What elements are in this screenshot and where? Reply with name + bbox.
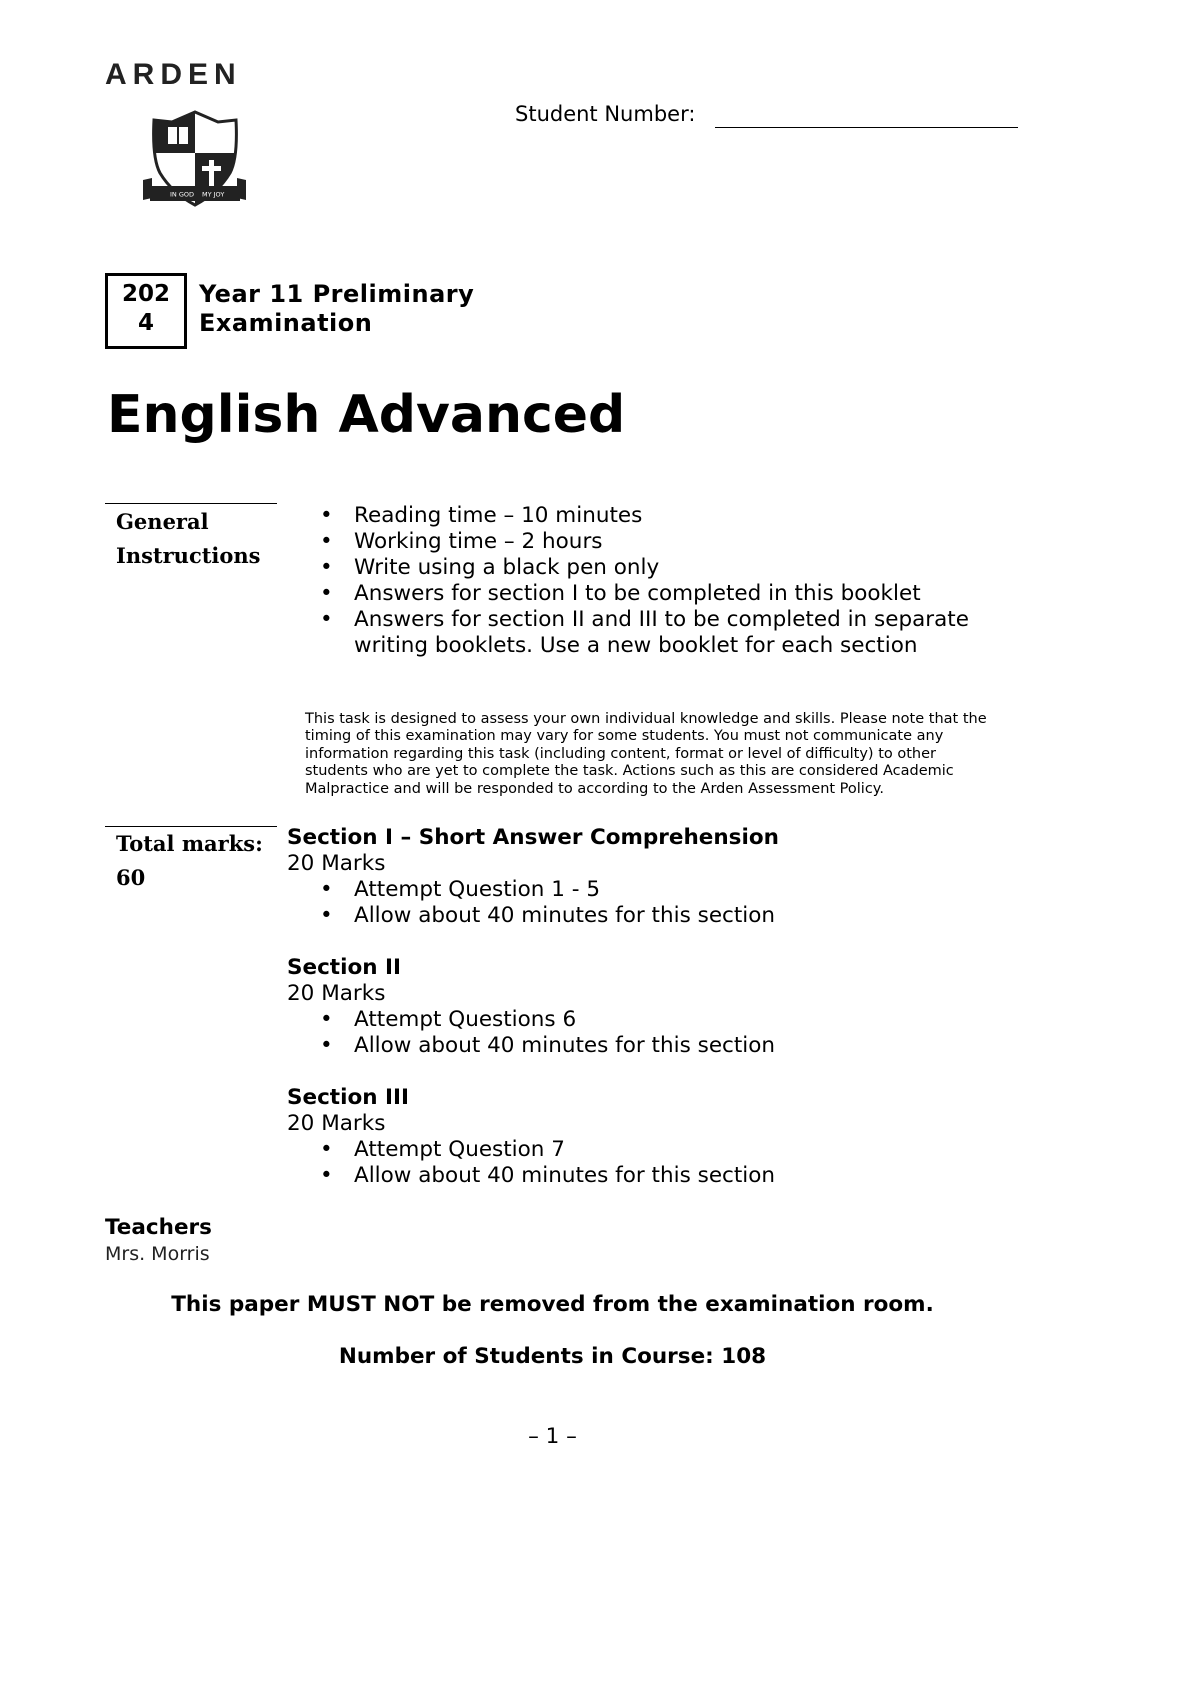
teachers-label: Teachers bbox=[105, 1215, 212, 1240]
exam-type bbox=[199, 280, 474, 338]
list-item: • Attempt Question 1 - 5 bbox=[320, 877, 987, 903]
list-item: • Allow about 40 minutes for this section bbox=[320, 1033, 987, 1059]
list-item: • Attempt Questions 6 bbox=[320, 1007, 987, 1033]
total-marks-value: 60 bbox=[116, 865, 146, 890]
exam-type-line1: Year 11 Preliminary bbox=[199, 280, 475, 308]
teachers-names: Mrs. Morris bbox=[105, 1243, 210, 1265]
section-3 bbox=[287, 1085, 987, 1189]
student-number-label: Student Number: bbox=[515, 102, 696, 126]
list-item: • Allow about 40 minutes for this section bbox=[320, 903, 987, 929]
list-item: • Answers for section I to be completed in this booklet bbox=[320, 581, 980, 607]
exam-year-line2: 4 bbox=[137, 310, 154, 336]
section-title: Section II bbox=[287, 955, 402, 980]
general-instructions-label bbox=[116, 505, 261, 573]
teachers bbox=[105, 1215, 212, 1267]
exam-year-line1: 202 bbox=[121, 281, 170, 307]
list-item: • Allow about 40 minutes for this section bbox=[320, 1163, 987, 1189]
section-marks: 20 Marks bbox=[287, 851, 386, 876]
total-marks-label: Total marks: bbox=[116, 831, 263, 856]
section-title: Section III bbox=[287, 1085, 410, 1110]
list-item: • Working time – 2 hours bbox=[320, 529, 980, 555]
list-item: • Reading time – 10 minutes bbox=[320, 503, 980, 529]
student-number-field[interactable] bbox=[715, 127, 1018, 128]
school-logo-text: ARDEN bbox=[105, 58, 242, 91]
exam-type-line2: Examination bbox=[199, 309, 373, 337]
section-2 bbox=[287, 955, 987, 1059]
page-number: – 1 – bbox=[528, 1424, 577, 1449]
list-item: • Answers for section II and III to be completed in separate writing booklets. Use a new booklet for each section bbox=[320, 607, 980, 659]
list-item: • Write using a black pen only bbox=[320, 555, 980, 581]
removal-warning: This paper MUST NOT be removed from the examination room. bbox=[171, 1292, 934, 1317]
label-line: Instructions bbox=[116, 543, 261, 568]
crest-motto: IN GOD bbox=[170, 190, 195, 199]
malpractice-notice: This task is designed to assess your own individual knowledge and skills. Please note that the timing of this examination may vary for some students. You must not communicate any information regarding this task (including content, format or level of difficulty) to other students who are yet to complete the task. Actions such as this are considered Academic Malpractice and will be responded to according to the Arden Assessment Policy. bbox=[305, 711, 987, 797]
student-count: Number of Students in Course: 108 bbox=[338, 1344, 767, 1369]
section-marks: 20 Marks bbox=[287, 981, 386, 1006]
school-crest-icon bbox=[140, 108, 250, 213]
section-title: Section I – Short Answer Comprehension bbox=[287, 825, 779, 850]
list-item: • Attempt Question 7 bbox=[320, 1137, 987, 1163]
divider bbox=[105, 503, 277, 504]
page-title: English Advanced bbox=[107, 385, 626, 445]
svg-text:MY JOY: MY JOY bbox=[202, 190, 225, 199]
exam-year-box bbox=[105, 273, 187, 349]
label-line: General bbox=[116, 509, 209, 534]
total-marks bbox=[116, 827, 263, 895]
section-1 bbox=[287, 825, 987, 929]
general-instructions-list bbox=[320, 503, 980, 659]
section-marks: 20 Marks bbox=[287, 1111, 386, 1136]
